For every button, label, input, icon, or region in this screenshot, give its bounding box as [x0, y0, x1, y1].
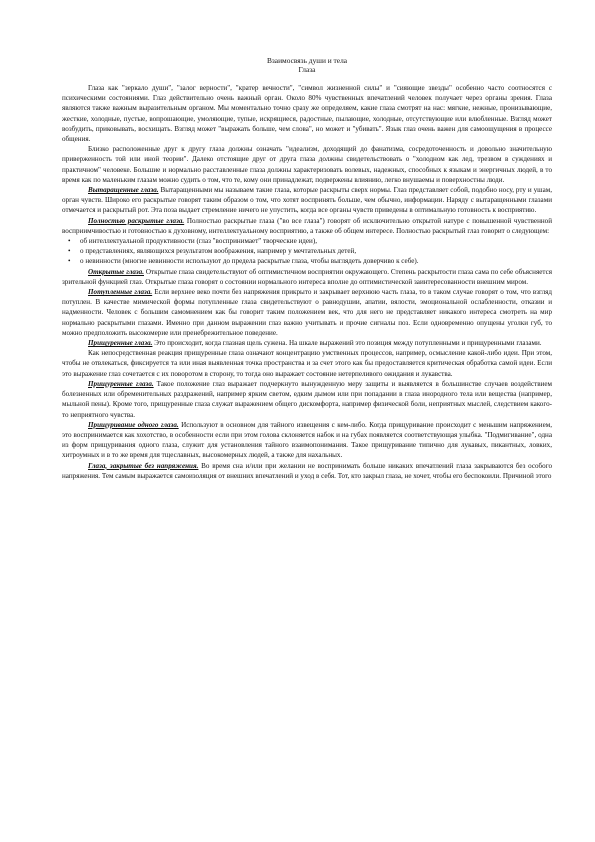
paragraph-text: Открытые глаза свидетельствуют об оптимистичном восприятии окружающего. Степень раскрытости глаза сама по себе объясняется зрительной функцией глаз. Открытые глаза говорят о состоянии нормального интереса вполне до оптимистической заинтересованности внешним миром.	[62, 267, 552, 286]
section-heading: Потупленные глаза.	[88, 288, 153, 297]
paragraph-text: Полностью раскрытые глаза ("во все глаза") говорят об исключительно открытой натуре с повышенной чувственной восприимчивостью и готовностью к духовному, интеллектуальному восприятию, а также об общем интересе. Полностью раскрытый глаз говорит о следующем:	[62, 216, 552, 235]
paragraph-text: Глаза как "зеркало души", "залог верности", "кратер вечности", "символ жизненной силы" и "сияющие звезды" особенно часто соотносятся с психическими состояниями. Глаз действительно очень важный орган. Около 80% чувственных впечатлений человек получает через органы зрения. Глаза являются также важным выразительным органом. Мы моментально точно сразу же определяем, какие глаза смотрят на нас: мягкие, нежные, пронизывающие, жесткие, холодные, пустые, вопрошающие, умоляющие, тупые, искрящиеся, радостные, пылающие, холодные, отсутствующие или влюбленные. Взгляд может возбудить, приковывать, восхищать. Взгляд может "выражать больше, чем слова", но может и "убивать". Язык глаз очень важен для самоощущения в процессе общения.	[62, 84, 552, 144]
paragraph-close-set-eyes	[62, 144, 552, 185]
section-heading: Прищуренные глаза.	[88, 339, 153, 348]
paragraph-intro	[62, 83, 552, 144]
paragraph-squinted-eyes	[62, 379, 552, 420]
paragraph-text: Такое положение глаз выражает подчеркнуто вынужденную меру защиты и выявляется в большинстве случаев воздействием болезненных или обременительных раздражений, например ярким светом, едким дымом или при попадании в глаза инородного тела или вещества (например, мыльной пены). Кроме того, прищуренные глаза служат выражением общего дискомфорта, например физической боли, неприятных мыслей, следствием какого-то неприятного чувства.	[62, 379, 552, 419]
paragraph-fully-open-eyes	[62, 216, 552, 236]
paragraph-text: Используют в основном для тайного извещения с кем-либо. Когда прищуривание происходит с меньшим напряжением, это воспринимается как хохотство, в особенности если при этом голова склоняется набок и на губах появляется соответствующая улыбка. "Подмигивание", одна из форм прищуривания одного глаза, служит для установления тайного взаимопонимания. Такое прищуривание типично для лукавых, пикантных, ловких, хитроумных и в то же время для тщеславных, высокомерных людей, а также для нахальных.	[62, 420, 553, 460]
paragraph-closed-eyes	[62, 461, 552, 481]
paragraph-text: Вытаращенными мы называем такие глаза, которые раскрыты сверх нормы. Глаз представляет собой, подобно носу, рту и ушам, орган чувств. Широко его раскрытые говорят таким образом о том, что хотят воспринять больше, чем обычно, информации. Наряду с вытаращенными глазами отмечается и раскрытый рот. Эта поза выдает стремление ничего не упустить, когда все органы чувств приведены в оптимальную готовность к восприятию.	[62, 186, 552, 215]
list-item-text: о невинности (многие невинности используют до предела раскрытые глаза, чтобы выглядеть доверчиво к себе).	[80, 257, 419, 266]
paragraph-text: Это происходит, когда глазная щель сужена. На шкале выражений это позиция между потупленными и прищуренными глазами.	[152, 339, 542, 348]
paragraph-narrowed-eyes	[62, 338, 552, 348]
section-heading: Вытаращенные глаза.	[88, 186, 159, 195]
paragraph-text: Во время сна и/или при желании не воспринимать больше никаких впечатлений глаза закрываются без особого напряжения. Тем самым выражается самоизоляция от внешних впечатлений и уход в себя. Тот, кто закрыл глаза, не хочет, чтобы его беспокоили. Причиной этого	[62, 461, 552, 480]
paragraph-text: Если верхнее веко почти без напряжения прикрыто и закрывает верхнюю часть глаза, то в таком случае говорят о том, что взгляд потуплен. В качестве мимической формы потупленные глаза свидетельствуют о равнодушии, апатии, вялости, эмоциональной ослабленности, отказии и надменности. Человек с большим самомнением как бы говорит таким положением век, что для него не представляет никакого интереса смотреть на мир нормально раскрытыми глазами. Именно при данном выражении глаз важно учитывать и прочие сигналы поз. Если одновременно опущены уголки губ, то можно предположить высокомерие или пренебрежительное поведение.	[62, 288, 553, 337]
document-subtitle: Глаза	[298, 65, 316, 74]
section-heading: Открытые глаза.	[88, 267, 144, 276]
paragraph-text: Близко расположенные друг к другу глаза должны означать "идеализм, доходящий до фанатизма, сосредоточенность и довольно значительную приверженность той или иной теории". Далеко отстоящие друг от друга глаза должны свидетельствовать о "холодном как лед, трезвом в суждениях и практичном" человеке. Большие и нормально расставленные глаза должны характеризовать волевых, надежных, способных к языкам и энергичных людей, в то время как по маленьким глазам можно судить о том, что те, кому они принадлежат, подвержены влиянию, легко внушаемы и поверхностны люди.	[62, 145, 552, 184]
document-title: Взаимосвязь души и тела	[266, 56, 348, 65]
bullet-list	[62, 236, 552, 267]
paragraph-wide-open-eyes	[62, 185, 552, 216]
paragraph-one-eye	[62, 420, 552, 461]
section-heading: Полностью раскрытые глаза.	[88, 216, 185, 225]
list-item	[68, 246, 552, 256]
list-item-text: об интеллектуальной продуктивности (глаз "воспринимает" творческие идеи),	[80, 237, 317, 246]
list-item	[68, 236, 552, 246]
paragraph-concentration	[62, 348, 552, 379]
section-heading: Глаза, закрытые без напряжения.	[88, 461, 199, 470]
bullet-icon: •	[68, 237, 71, 246]
bullet-icon: •	[68, 247, 71, 256]
paragraph-open-eyes	[62, 267, 552, 287]
section-heading: Прищуривание одного глаза.	[88, 420, 179, 429]
paragraph-dimmed-eyes	[62, 287, 552, 338]
section-heading: Прищуренные глаза.	[88, 379, 154, 388]
list-item	[68, 256, 552, 266]
bullet-icon: •	[68, 257, 71, 266]
list-item-text: о представлениях, являющихся результатом воображения, например у мечтательных детей,	[80, 247, 357, 256]
paragraph-text: Как непосредственная реакция прищуренные глаза означают концентрацию умственных процессов, например, осмысление какой-либо идеи. При этом, чтобы не отвлекаться, фиксируется та или иная выявленная точка пространства и за счет этого как бы предоставляется критическая обработка самой идеи. Если это выражение глаз сочетается с их поворотом в сторону, то тогда оно выражает состояние нетерпеливого ожидания и лукавства.	[62, 349, 552, 378]
document-body	[62, 56, 552, 481]
